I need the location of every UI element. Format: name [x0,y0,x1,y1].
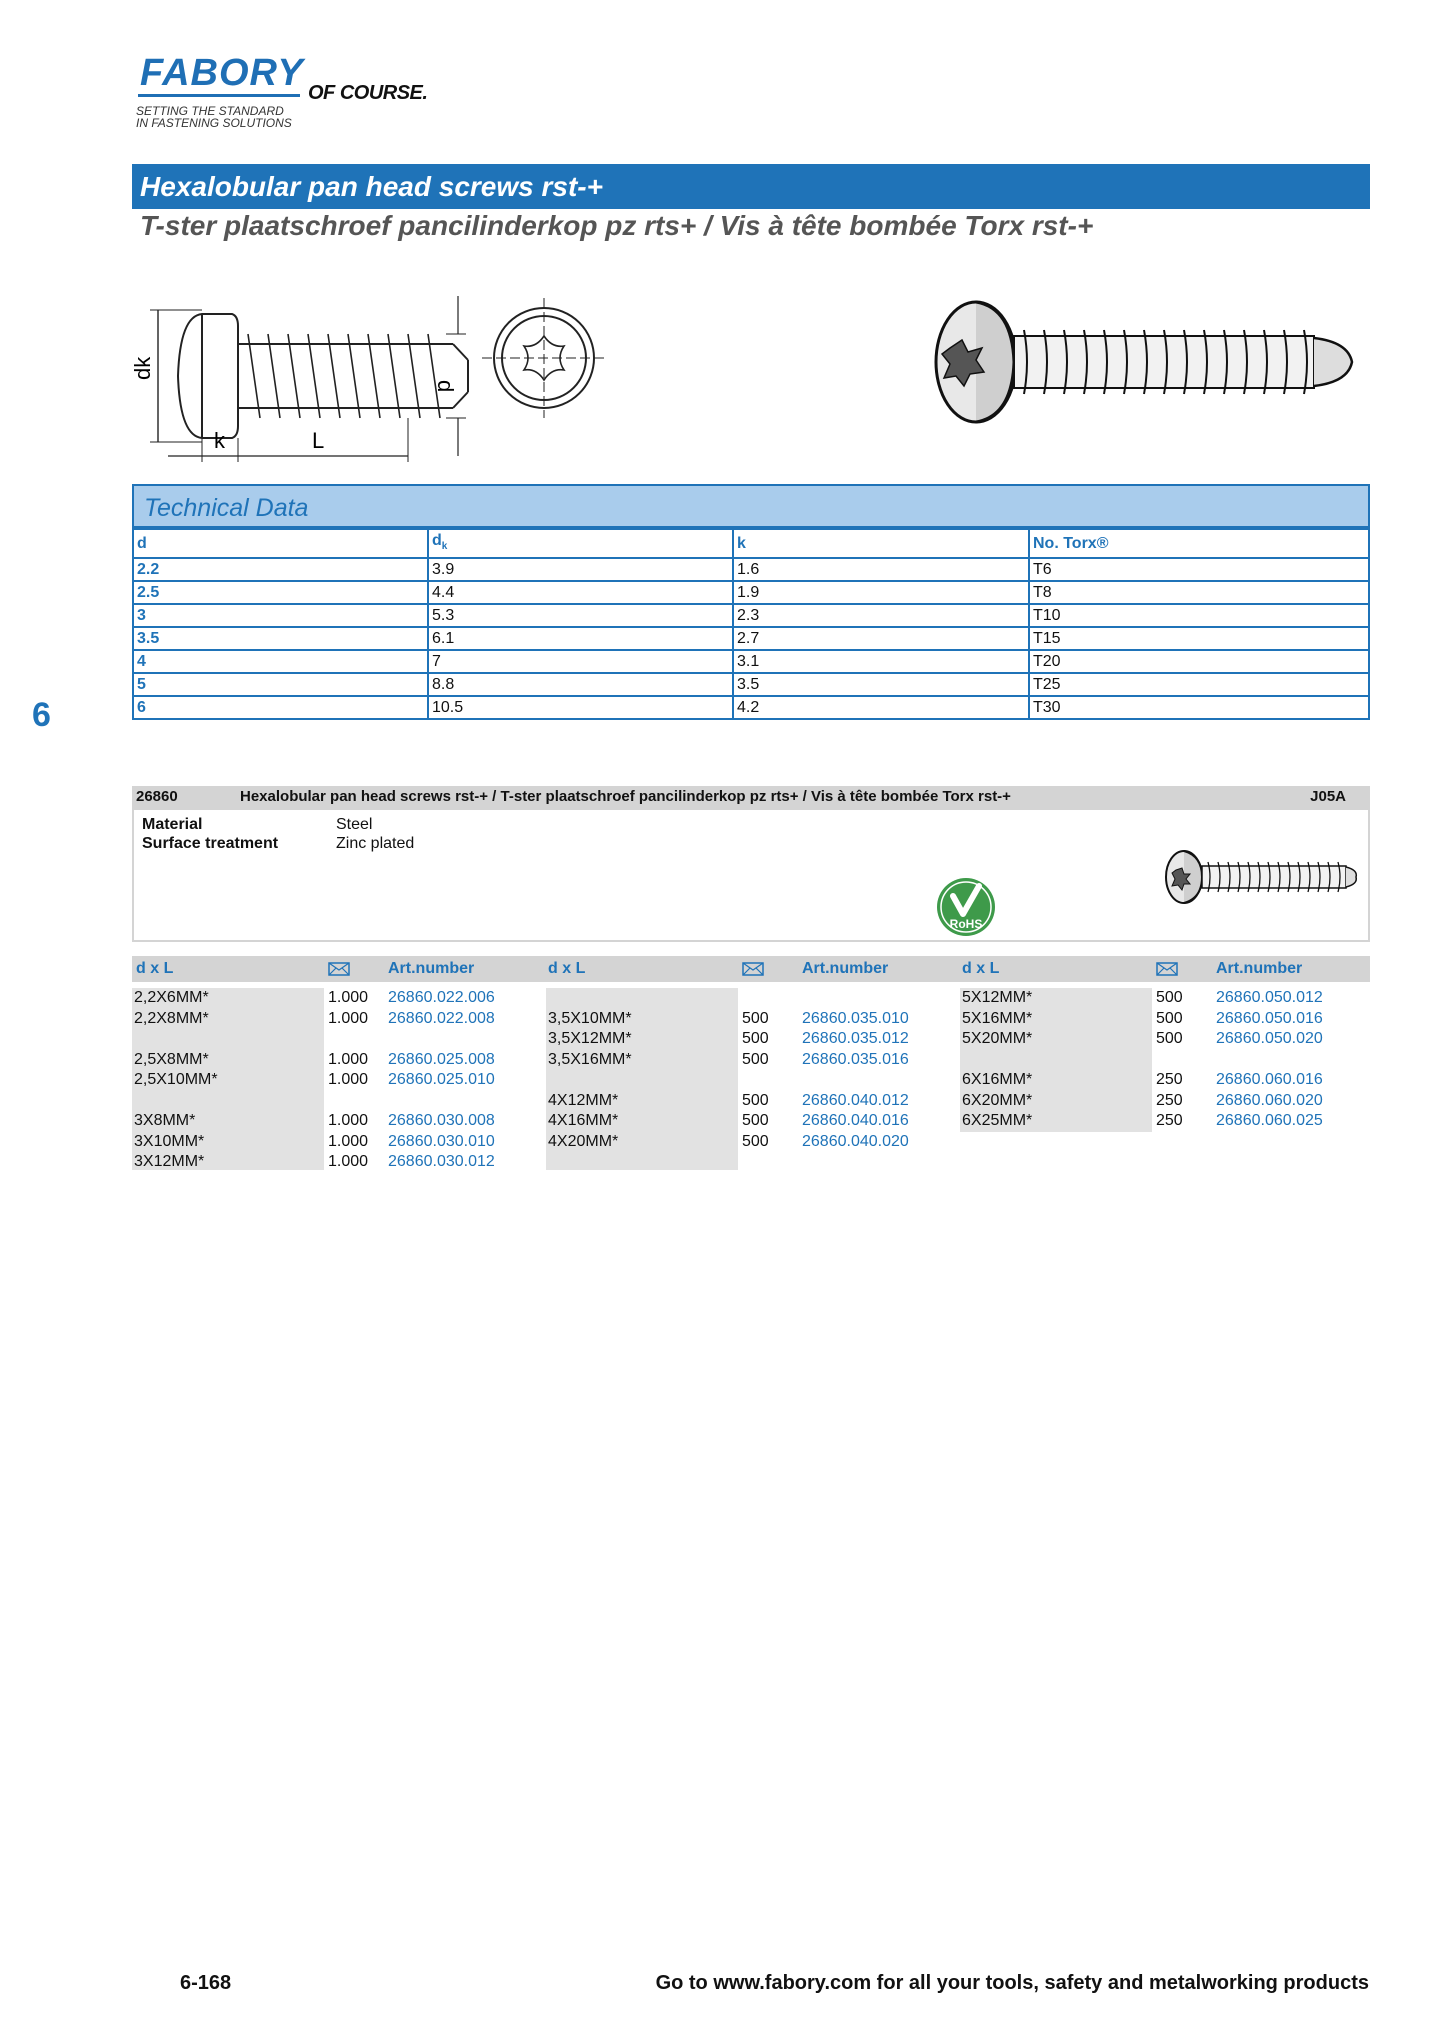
header-k: k [733,529,1029,558]
cell-d: 2.2 [133,558,428,581]
page-number: 6-168 [180,1972,232,1994]
order-art-number[interactable]: 26860.050.012 [1216,989,1323,1006]
cell-k: 3.1 [733,650,1029,673]
order-size: 2,2X8MM* [134,1009,209,1027]
order-size: 4X12MM* [548,1091,619,1109]
order-quantity: 250 [1156,1112,1183,1129]
order-size: 2,5X8MM* [134,1050,209,1068]
cell-d: 3.5 [133,627,428,650]
order-quantity: 1.000 [328,1132,369,1150]
order-art-number[interactable]: 26860.022.006 [388,989,495,1006]
col3-size-header: d x L [962,960,1000,977]
order-size: 6X25MM* [962,1112,1033,1129]
header-dk [428,529,733,558]
order-quantity: 500 [742,1112,769,1129]
order-art-number[interactable]: 26860.035.016 [802,1050,909,1068]
cell-dk: 10.5 [428,696,733,719]
d-label: d [433,380,458,393]
rohs-badge [935,876,997,938]
col3-art-header: Art.number [1216,960,1303,977]
order-quantity: 1.000 [328,989,369,1006]
order-quantity: 500 [742,1050,769,1068]
order-art-number[interactable]: 26860.060.020 [1216,1091,1323,1109]
order-art-number[interactable]: 26860.030.008 [388,1112,495,1129]
cell-torx: T15 [1029,627,1369,650]
cell-torx: T10 [1029,604,1369,627]
order-size: 4X20MM* [548,1132,619,1150]
order-size: 3X10MM* [134,1132,205,1150]
cell-torx: T20 [1029,650,1369,673]
logo-slogan: OF COURSE. [308,82,428,104]
order-art-number[interactable]: 26860.030.012 [388,1153,495,1170]
technical-data-table [132,528,1370,720]
table-row [133,558,1369,581]
order-size: 2,2X6MM* [134,989,209,1006]
cell-k: 2.7 [733,627,1029,650]
technical-data-heading [132,484,1370,528]
cell-dk: 5.3 [428,604,733,627]
cell-dk: 7 [428,650,733,673]
technical-data-title: Technical Data [144,494,309,522]
header-dk-sub: k [441,541,448,553]
order-art-number[interactable]: 26860.025.010 [388,1071,495,1088]
order-art-number[interactable]: 26860.050.020 [1216,1030,1323,1047]
header-torx: No. Torx® [1029,529,1369,558]
order-size: 3X12MM* [134,1153,205,1170]
order-art-number[interactable]: 26860.022.008 [388,1009,495,1027]
header-dk-main: d [432,532,442,549]
cell-d: 4 [133,650,428,673]
cell-k: 1.6 [733,558,1029,581]
order-quantity: 1.000 [328,1009,369,1027]
order-art-number[interactable]: 26860.060.025 [1216,1112,1323,1129]
order-art-number[interactable]: 26860.035.010 [802,1009,909,1027]
fabory-logo [136,52,436,132]
cell-torx: T6 [1029,558,1369,581]
article-number: 26860 [136,788,178,805]
cell-d: 5 [133,673,428,696]
order-quantity: 1.000 [328,1153,369,1170]
order-size: 5X16MM* [962,1009,1033,1027]
material-value: Steel [336,816,373,833]
col1-art-header: Art.number [388,960,475,977]
order-quantity: 500 [742,1030,769,1047]
header-d: d [133,529,428,558]
technical-drawing [128,286,608,466]
col1-size-header: d x L [136,960,174,977]
col2-art-header: Art.number [802,960,889,977]
order-art-number[interactable]: 26860.040.020 [802,1132,909,1150]
material-label: Material [142,816,203,833]
order-quantity: 1.000 [328,1071,369,1088]
order-size: 4X16MM* [548,1112,619,1129]
cell-torx: T8 [1029,581,1369,604]
order-quantity: 500 [742,1132,769,1150]
order-quantity: 500 [1156,1009,1183,1027]
package-icon [328,962,350,976]
table-header-row [133,529,1369,558]
table-row [133,650,1369,673]
order-size: 3,5X16MM* [548,1050,632,1068]
order-art-number[interactable]: 26860.040.012 [802,1091,909,1109]
page-title: Hexalobular pan head screws rst-+ [140,171,603,202]
cell-torx: T30 [1029,696,1369,719]
cell-dk: 6.1 [428,627,733,650]
cell-dk: 4.4 [428,581,733,604]
order-art-number[interactable]: 26860.060.016 [1216,1071,1323,1088]
package-icon [1156,962,1178,976]
page-subtitle: T-ster plaatschroef pancilinderkop pz rts+ / Vis à tête bombée Torx rst-+ [140,210,1094,241]
package-icon [742,962,764,976]
logo-tagline-line2: IN FASTENING SOLUTIONS [136,116,292,130]
cell-k: 1.9 [733,581,1029,604]
order-art-number[interactable]: 26860.040.016 [802,1112,909,1129]
dk-label: dk [130,356,155,380]
screw-thumbnail [1162,848,1358,906]
article-code: J05A [1310,788,1346,805]
order-size: 3,5X10MM* [548,1009,632,1027]
section-number: 6 [32,696,51,734]
order-size: 5X20MM* [962,1030,1033,1047]
table-row [133,627,1369,650]
order-quantity: 1.000 [328,1050,369,1068]
cell-torx: T25 [1029,673,1369,696]
order-quantity: 1.000 [328,1112,369,1129]
order-size: 6X20MM* [962,1091,1033,1109]
k-label: k [214,428,225,453]
cell-dk: 8.8 [428,673,733,696]
cell-k: 4.2 [733,696,1029,719]
order-art-number[interactable]: 26860.025.008 [388,1050,495,1068]
order-quantity: 500 [1156,1030,1183,1047]
col2-size-header: d x L [548,960,586,977]
table-row [133,673,1369,696]
table-row [133,604,1369,627]
order-size: 3X8MM* [134,1112,196,1129]
order-size: 5X12MM* [962,989,1033,1006]
rohs-text: RoHS [949,917,983,931]
order-table-header [132,956,1370,982]
surface-label: Surface treatment [142,835,279,852]
cell-d: 6 [133,696,428,719]
cell-d: 2.5 [133,581,428,604]
article-header [132,786,1370,808]
cell-k: 2.3 [733,604,1029,627]
order-art-number[interactable]: 26860.035.012 [802,1030,909,1047]
table-row [133,581,1369,604]
cell-dk: 3.9 [428,558,733,581]
order-quantity: 250 [1156,1091,1183,1109]
l-label: L [312,428,325,453]
order-size: 3,5X12MM* [548,1030,632,1047]
order-quantity: 500 [742,1009,769,1027]
order-art-number[interactable]: 26860.030.010 [388,1132,495,1150]
logo-tagline [136,105,292,129]
order-quantity: 500 [742,1091,769,1109]
order-size: 6X16MM* [962,1071,1033,1088]
logo-tagline-line1: SETTING THE STANDARD [136,104,284,118]
screw-illustration [928,298,1356,428]
cell-k: 3.5 [733,673,1029,696]
order-size: 2,5X10MM* [134,1071,218,1088]
logo-wordmark: FABORY [140,52,304,94]
title-bar [132,164,1370,209]
logo-underline [138,94,300,97]
table-row [133,696,1369,719]
order-art-number[interactable]: 26860.050.016 [1216,1009,1323,1027]
surface-value: Zinc plated [336,835,415,852]
footer-text: Go to www.fabory.com for all your tools, safety and metalworking products [655,1972,1369,1994]
cell-d: 3 [133,604,428,627]
order-quantity: 250 [1156,1071,1183,1088]
article-description: Hexalobular pan head screws rst-+ / T-ster plaatschroef pancilinderkop pz rts+ / Vis à tête bombée Torx rst-+ [240,788,1011,805]
order-quantity: 500 [1156,989,1183,1006]
